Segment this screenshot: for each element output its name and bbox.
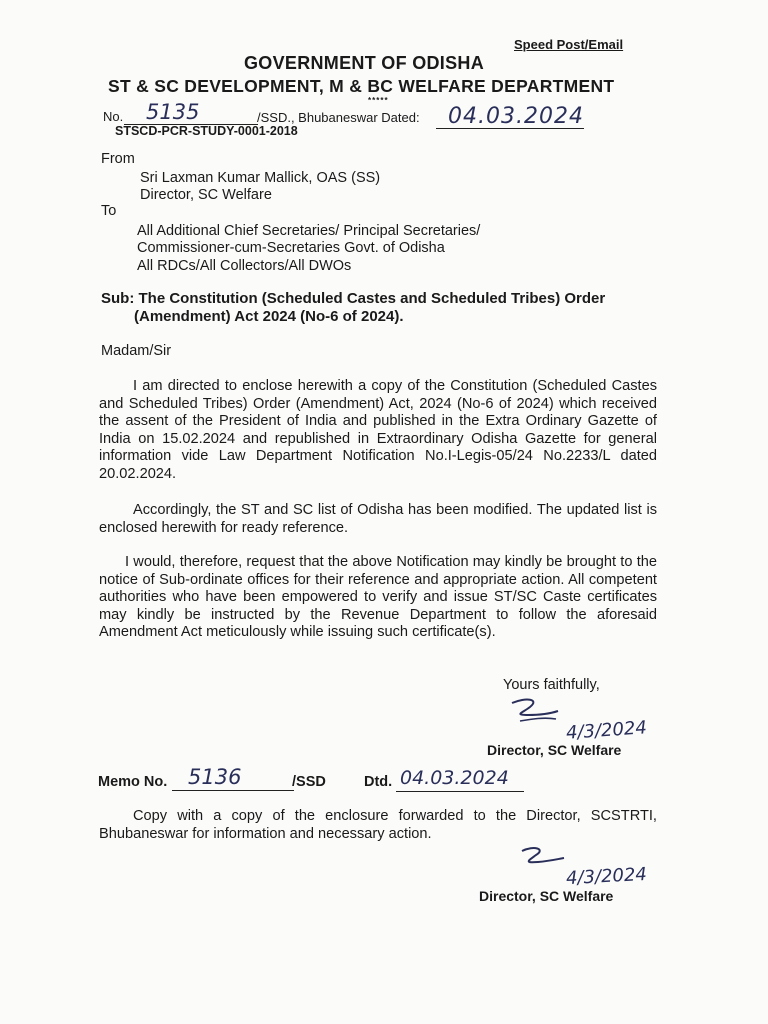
signature-1-date: 4/3/2024 [565, 717, 648, 744]
body-paragraph-3 [99, 554, 657, 642]
memo-paragraph-text: Copy with a copy of the enclosure forwarded to the Director, SCSTRTI, Bhubaneswar for information and necessary action. [99, 808, 657, 842]
memo-paragraph [99, 808, 657, 843]
department-heading: ST & SC DEVELOPMENT, M & BC WELFARE DEPARTMENT [108, 76, 615, 96]
letter-no-label: No. [103, 109, 124, 124]
to-line-1: All Additional Chief Secretaries/ Principal Secretaries/ [137, 223, 481, 239]
closing-designation: Director, SC Welfare [487, 742, 622, 758]
from-line-1: Sri Laxman Kumar Mallick, OAS (SS) [140, 170, 381, 186]
letter-date-underline [436, 128, 584, 129]
body-paragraph-1-text: I am directed to enclose herewith a copy of the Constitution (Scheduled Castes and Scheduled Tribes) Order (Amendment) Act, 2024 (No-6 of 2024) which received the assent of the President of India and published in the Extra Ordinary Gazette of India on 15.02.2024 and republished in Extraordinary Odisha Gazette for general information vide Law Department Notification No.I-Legis-05/24 No.2233/L dated 20.02.2024. [99, 378, 657, 482]
to-line-3: All RDCs/All Collectors/All DWOs [137, 258, 352, 274]
body-paragraph-1 [99, 378, 657, 484]
body-paragraph-2 [99, 502, 657, 537]
letter-date-value: 04.03.2024 [448, 104, 584, 129]
subject-line-2: (Amendment) Act 2024 (No-6 of 2024). [134, 308, 404, 325]
yours-faithfully: Yours faithfully, [503, 677, 600, 693]
from-label: From [101, 151, 135, 167]
government-heading: GOVERNMENT OF ODISHA [244, 53, 485, 73]
letter-no-value: 5135 [146, 100, 200, 124]
memo-number-underline [172, 790, 294, 791]
from-line-2: Director, SC Welfare [140, 187, 272, 203]
to-label: To [101, 203, 117, 219]
memo-label: Memo No. [98, 774, 168, 790]
subject-line-1: Sub: The Constitution (Scheduled Castes and Scheduled Tribes) Order [101, 290, 606, 307]
to-line-2: Commissioner-cum-Secretaries Govt. of Odisha [137, 240, 445, 256]
salutation: Madam/Sir [101, 343, 172, 359]
signature-2-date: 4/3/2024 [565, 863, 648, 890]
file-number: STSCD-PCR-STUDY-0001-2018 [115, 124, 298, 138]
header-stars: ***** [368, 96, 389, 105]
signature-1-scribble [508, 697, 568, 733]
delivery-mode: Speed Post/Email [514, 37, 624, 52]
memo-designation: Director, SC Welfare [479, 888, 614, 904]
letter-ref-mid: /SSD., Bhubaneswar Dated: [257, 110, 420, 125]
memo-dtd-label: Dtd. [364, 774, 393, 790]
memo-date-underline [396, 791, 524, 792]
memo-suffix: /SSD [292, 774, 326, 790]
body-paragraph-2-text: Accordingly, the ST and SC list of Odisha has been modified. The updated list is enclosed herewith for ready reference. [99, 502, 657, 536]
memo-date-value: 04.03.2024 [400, 767, 509, 789]
memo-number: 5136 [188, 765, 242, 789]
body-paragraph-3-text: I would, therefore, request that the above Notification may kindly be brought to the notice of Sub-ordinate offices for their reference and appropriate action. All competent authorities who have been empowered to verify and issue ST/SC Caste certificates may kindly be instructed by the Revenue Department to follow the aforesaid Amendment Act meticulously while issuing such certificate(s). [99, 554, 657, 641]
